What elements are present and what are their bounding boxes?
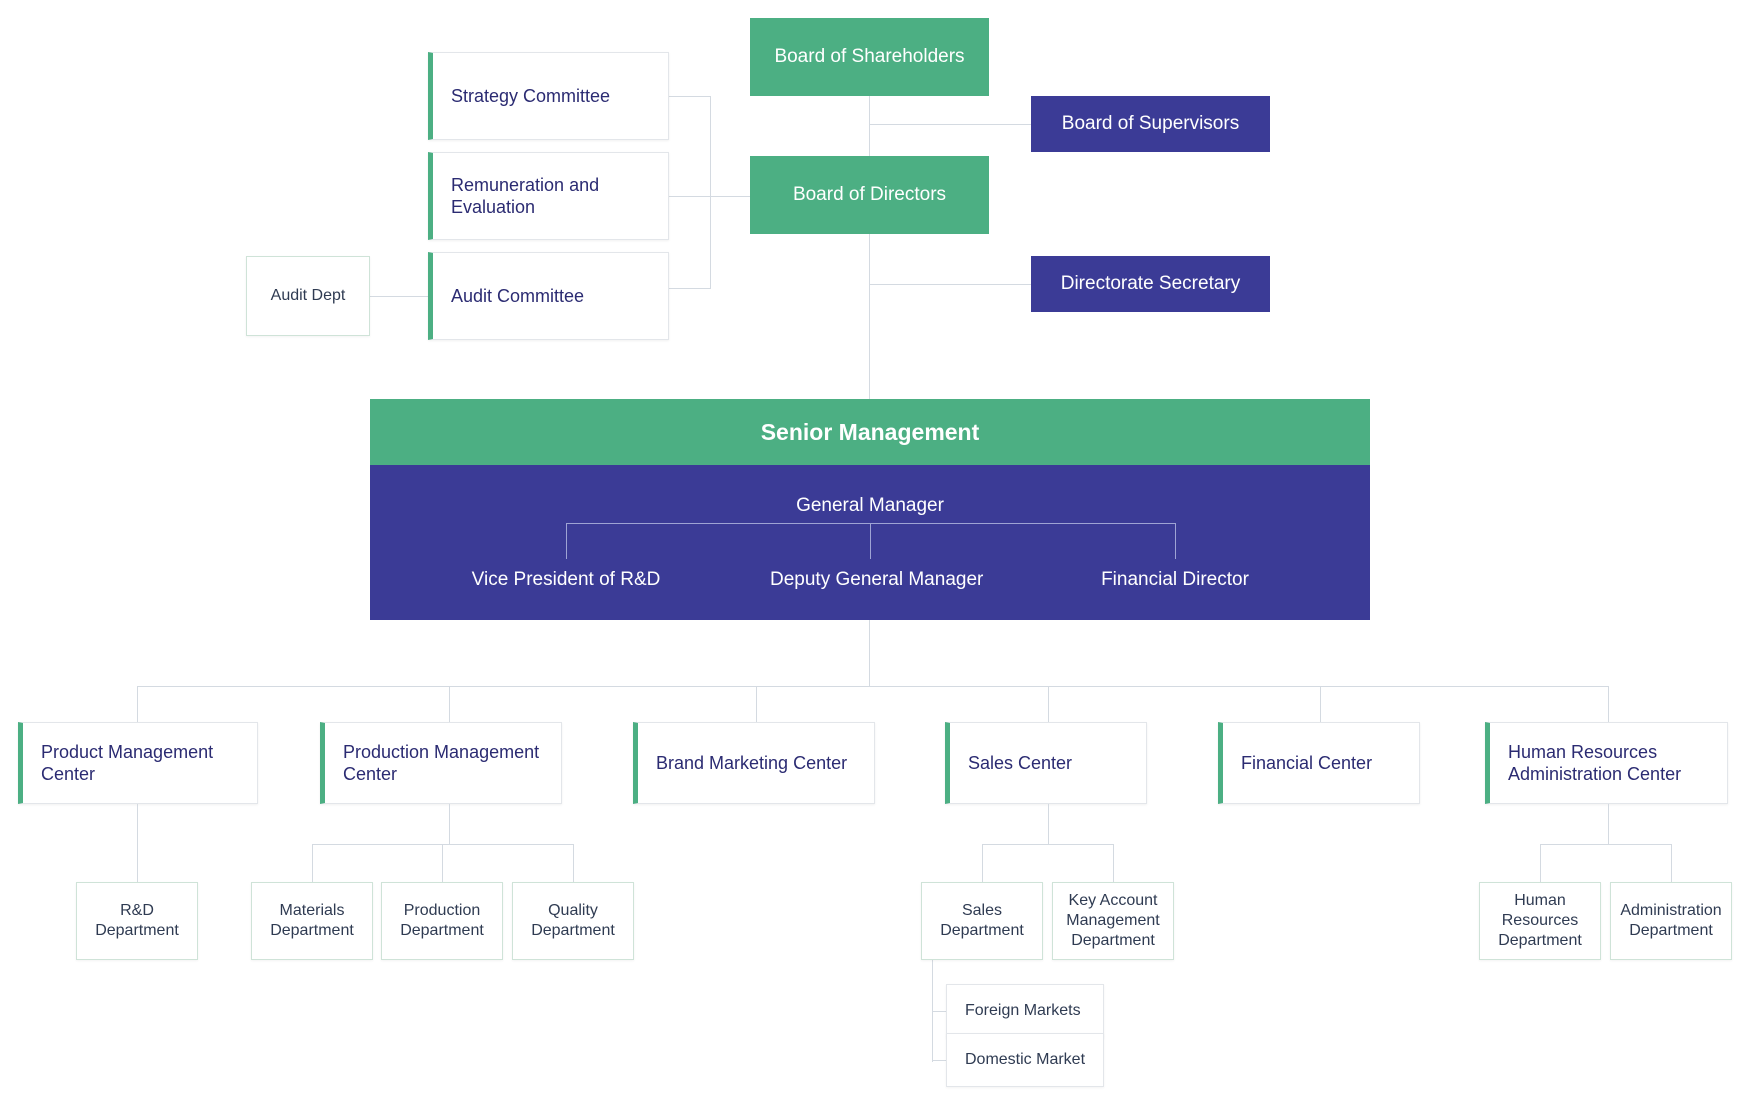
connector-center-4 xyxy=(1048,686,1049,722)
node-board-of-shareholders[interactable] xyxy=(750,18,989,96)
node-remuneration-evaluation-committee[interactable] xyxy=(428,152,669,240)
node-label: Human Resources Administration Center xyxy=(1508,741,1682,784)
node-foreign-markets[interactable] xyxy=(946,984,1104,1038)
connector-sales-bus xyxy=(982,844,1113,845)
node-label: Financial Director xyxy=(1101,569,1249,590)
node-label: Directorate Secretary xyxy=(1060,273,1241,295)
connector-auditdept xyxy=(368,296,428,297)
connector-center-3 xyxy=(756,686,757,722)
connector-foreign-markets xyxy=(932,1011,946,1012)
connector-admin-dept xyxy=(1671,844,1672,882)
connector-centers-bus xyxy=(137,686,1608,687)
node-quality-department[interactable] xyxy=(512,882,634,960)
node-label: R&D Department xyxy=(95,902,179,939)
connector-domestic-market xyxy=(932,1060,946,1061)
node-label: Board of Directors xyxy=(792,184,947,206)
node-label: Sales Department xyxy=(940,902,1024,939)
node-label: Key Account Management Department xyxy=(1066,892,1160,949)
node-brand-marketing-center[interactable] xyxy=(633,722,875,804)
node-label: Quality Department xyxy=(531,902,615,939)
connector-center-2 xyxy=(449,686,450,722)
connector-hr-down xyxy=(1608,804,1609,844)
connector-roles-bus xyxy=(566,523,1175,524)
node-board-of-supervisors[interactable] xyxy=(1031,96,1270,152)
node-label: Audit Committee xyxy=(451,285,585,306)
node-financial-center[interactable] xyxy=(1218,722,1420,804)
node-directorate-secretary[interactable] xyxy=(1031,256,1270,312)
node-label: Production Management Center xyxy=(343,741,540,784)
node-key-account-management-department[interactable] xyxy=(1052,882,1174,960)
node-label: Administration Department xyxy=(1620,902,1722,939)
connector-gm-vertical xyxy=(870,523,871,559)
connector-key-account-dept xyxy=(1113,844,1114,882)
connector-production-materials xyxy=(312,844,313,882)
node-label: Production Department xyxy=(400,902,484,939)
connector-hr-bus xyxy=(1540,844,1671,845)
node-senior-management-title xyxy=(370,399,1370,465)
node-label: Product Management Center xyxy=(41,741,214,784)
connector-management-down xyxy=(869,620,870,686)
connector-committee-strategy xyxy=(669,96,711,97)
connector-role-left xyxy=(566,523,567,559)
node-sales-center[interactable] xyxy=(945,722,1147,804)
node-label: Financial Center xyxy=(1241,752,1373,773)
node-audit-dept[interactable] xyxy=(246,256,370,336)
node-domestic-market[interactable] xyxy=(946,1033,1104,1087)
node-label: Senior Management xyxy=(760,418,980,445)
node-product-management-center[interactable] xyxy=(18,722,258,804)
connector-production-production xyxy=(442,844,443,882)
connector-production-down xyxy=(449,804,450,844)
node-label: Domestic Market xyxy=(965,1051,1086,1068)
node-financial-director[interactable] xyxy=(1075,569,1275,591)
node-label: Brand Marketing Center xyxy=(656,752,848,773)
node-label: Audit Dept xyxy=(270,287,346,304)
connector-center-6 xyxy=(1608,686,1609,722)
connector-supervisors xyxy=(869,124,1031,125)
node-deputy-general-manager[interactable] xyxy=(770,569,984,591)
node-production-department[interactable] xyxy=(381,882,503,960)
node-label: Deputy General Manager xyxy=(770,569,984,590)
connector-production-quality xyxy=(573,844,574,882)
node-strategy-committee[interactable] xyxy=(428,52,669,140)
connector-committee-audit xyxy=(669,288,711,289)
node-label: Board of Supervisors xyxy=(1061,113,1240,135)
node-audit-committee[interactable] xyxy=(428,252,669,340)
node-label: Foreign Markets xyxy=(965,1002,1081,1019)
node-administration-department[interactable] xyxy=(1610,882,1732,960)
connector-sales-dept xyxy=(982,844,983,882)
node-label: General Manager xyxy=(796,495,944,516)
node-human-resources-administration-center[interactable] xyxy=(1485,722,1728,804)
node-label: Materials Department xyxy=(270,902,354,939)
node-board-of-directors[interactable] xyxy=(750,156,989,234)
connector-role-right xyxy=(1175,523,1176,559)
node-label: Human Resources Department xyxy=(1498,892,1582,949)
connector-secretary xyxy=(869,284,1031,285)
connector-sales-down xyxy=(1048,804,1049,844)
node-sales-department[interactable] xyxy=(921,882,1043,960)
node-label: Remuneration and Evaluation xyxy=(451,174,600,217)
node-production-management-center[interactable] xyxy=(320,722,562,804)
node-vice-president-rd[interactable] xyxy=(466,569,666,591)
node-label: Board of Shareholders xyxy=(774,46,965,68)
connector-product-to-rd xyxy=(137,804,138,882)
connector-directors-to-management xyxy=(869,236,870,400)
node-label: Sales Center xyxy=(968,752,1073,773)
node-materials-department[interactable] xyxy=(251,882,373,960)
node-rd-department[interactable] xyxy=(76,882,198,960)
node-label: Strategy Committee xyxy=(451,85,611,106)
senior-management-body xyxy=(370,465,1370,620)
connector-center-5 xyxy=(1320,686,1321,722)
node-human-resources-department[interactable] xyxy=(1479,882,1601,960)
connector-hr-dept xyxy=(1540,844,1541,882)
connector-center-1 xyxy=(137,686,138,722)
connector-committee-bus xyxy=(710,96,711,288)
connector-committee-to-directors xyxy=(710,196,750,197)
node-label: Vice President of R&D xyxy=(471,569,661,590)
connector-committee-remuneration xyxy=(669,196,711,197)
node-general-manager[interactable] xyxy=(370,495,1370,517)
